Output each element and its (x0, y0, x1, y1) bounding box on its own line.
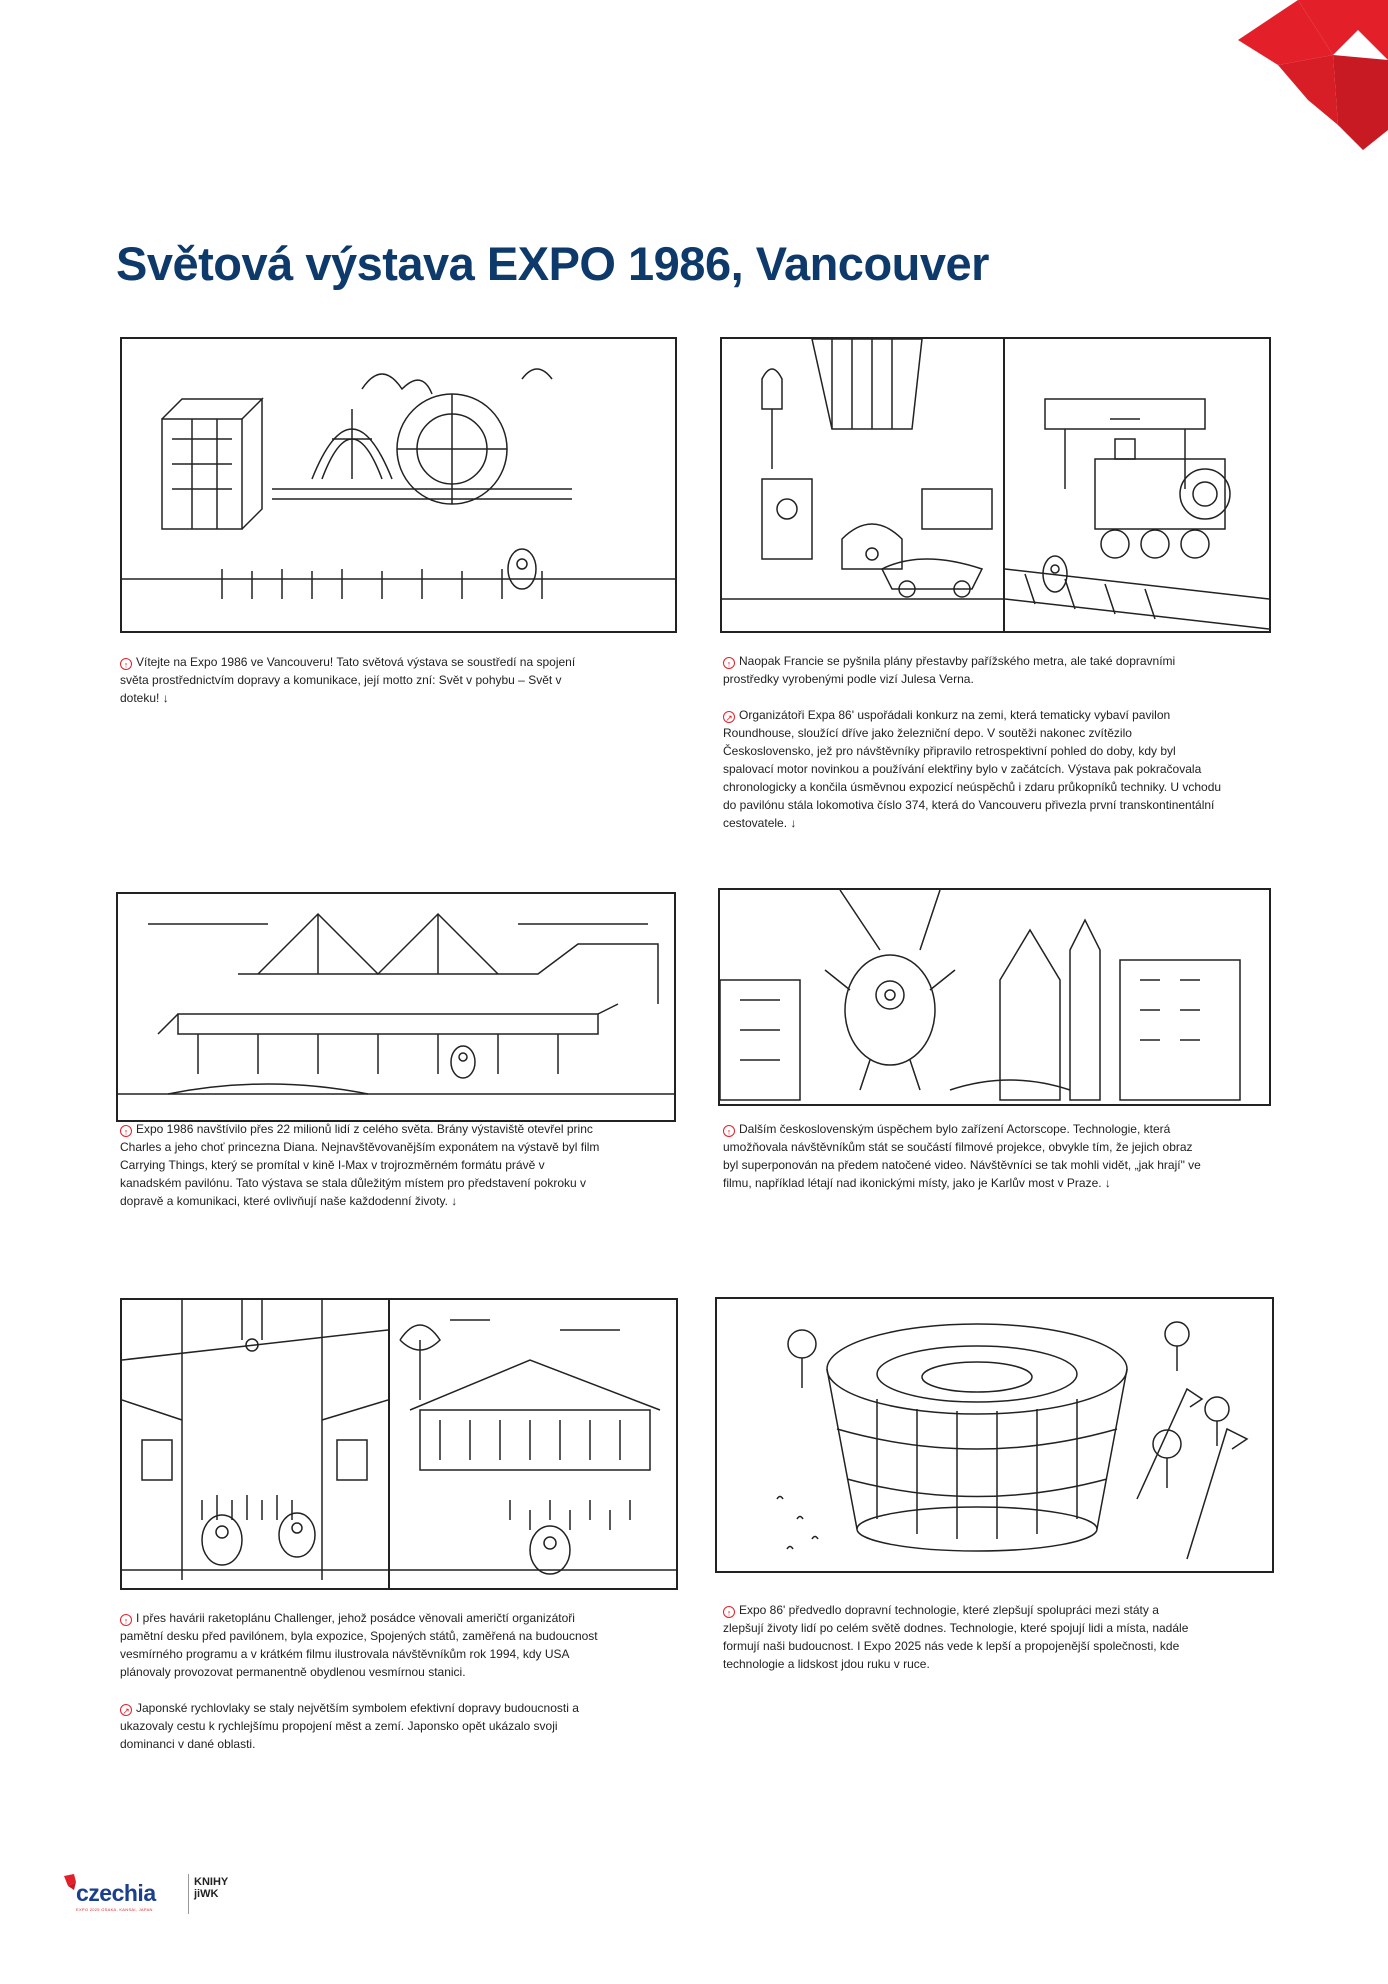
illustration-paris-metro (720, 337, 1006, 633)
caption-2 (723, 652, 1223, 832)
brand-subtitle: EXPO 2025 OSAKA, KANSAI, JAPAN (76, 1907, 153, 1912)
illustration-expo-entrance (120, 337, 677, 633)
corner-decoration (1238, 0, 1388, 150)
footer-logos (60, 1870, 260, 1920)
illustration-canada-pavilion (116, 892, 676, 1122)
illustration-roundhouse-locomotive (1003, 337, 1271, 633)
arrow-up-circle-icon: ↑ (723, 657, 735, 669)
caption-1 (120, 653, 600, 707)
caption-5-paragraph-2: ↗ Japonské rychlovlaky se staly největším symbolem efektivní dopravy budoucnosti a ukazovaly cestu k rychlejšímu propojení měst a zemí. Japonsko opět ukázalo svoji dominanci v dané oblasti. (120, 1701, 579, 1751)
illustration-japan-pavilion (388, 1298, 678, 1590)
caption-4 (723, 1120, 1203, 1192)
partner-logo[interactable] (194, 1876, 228, 1900)
arrow-up-circle-icon: ↑ (120, 658, 132, 670)
caption-2-paragraph-2: ↗ Organizátoři Expa 86' uspořádali konkurz na zemi, která tematicky vybaví pavilon Roundhouse, sloužící dříve jako železniční depo. V soutěži nakonec zvítězilo Československo, jež pro návštěvníky připravilo retrospektivní pohled do doby, kdy byl spalovací motor novinkou a používání elektřiny bylo v začátcích. Výstava pak pokračovala chronologicky a končila úsměvnou expozicí neúspěchů i zdaru průkopníků techniky. U vchodu do pavilónu stála lokomotiva číslo 374, která do Vancouveru přivezla první transkontinentální cestovatele. ↓ (723, 708, 1222, 830)
partner-line-2: jiWK (194, 1888, 219, 1900)
caption-2-paragraph-1: ↑ Naopak Francie se pyšnila plány přestavby pařížského metra, ale také dopravními prostředky vyrobenými podle vizí Julesa Verna. (723, 654, 1176, 686)
illustration-actorscope-prague (718, 888, 1271, 1106)
illustration-czech-pavilion-2025 (715, 1297, 1274, 1573)
brand-name: czechia (76, 1880, 156, 1906)
caption-5-paragraph-1: ↑ I přes havárii raketoplánu Challenger, jehož posádce věnovali američtí organizátoři pamětní desku před pavilónem, byla expozice, Spojených států, zaměřená na budoucnost vesmírného programu a v krátkém filmu ilustrovala návštěvníkům rok 1994, kdy USA plánovaly provozovat permanentně obydlenou vesmírnou stanici. (120, 1611, 598, 1679)
arrow-up-circle-icon: ↑ (120, 1125, 132, 1137)
caption-6-paragraph-1: ↑ Expo 86' předvedlo dopravní technologie, které zlepšují spolupráci mezi státy a zlepšují životy lidí po celém světě dodnes. Technologie, které spojují lidi a místa, nadále formují naši budoucnost. I Expo 2025 nás vede k lepší a propojenější společnosti, kde technologie a lidskost jdou ruku v ruce. (723, 1603, 1189, 1671)
caption-3 (120, 1120, 600, 1210)
arrow-up-right-circle-icon: ↗ (120, 1704, 132, 1716)
caption-3-paragraph-1: ↑ Expo 1986 navštívilo přes 22 milionů lidí z celého světa. Brány výstaviště otevřel princ Charles a jeho choť princezna Diana. Nejnavštěvovanějším exponátem na výstavě byl film Carrying Things, který se promítal v kině I-Max v trojrozměrném formátu právě v kanadském pavilónu. Tato výstava se stala důležitým místem pro představení pokroku v dopravě a komunikaci, které ovlivňují naše každodenní životy. ↓ (120, 1122, 600, 1208)
czechia-logo[interactable] (60, 1874, 170, 1914)
arrow-up-circle-icon: ↑ (120, 1614, 132, 1626)
caption-1-paragraph-1: ↑ Vítejte na Expo 1986 ve Vancouveru! Tato světová výstava se soustředí na spojení světa prostřednictvím dopravy a komunikace, její motto zní: Svět v pohybu – Svět v doteku! ↓ (120, 655, 576, 705)
arrow-up-right-circle-icon: ↗ (723, 711, 735, 723)
caption-4-paragraph-1: ↑ Dalším československým úspěchem bylo zařízení Actorscope. Technologie, která umožňovala návštěvníkům stát se součástí filmové projekce, obvykle tím, že jejich obraz byl superponován na předem natočené video. Návštěvníci se tak mohli vidět, „jak hrají" ve filmu, například létají nad ikonickými místy, jako je Karlův most v Praze. ↓ (723, 1122, 1201, 1190)
footer-divider (188, 1874, 189, 1914)
page-title: Světová výstava EXPO 1986, Vancouver (116, 237, 989, 290)
partner-line-1: KNIHY (194, 1876, 229, 1888)
illustration-us-pavilion-interior (120, 1298, 390, 1590)
caption-5 (120, 1609, 600, 1753)
arrow-up-circle-icon: ↑ (723, 1606, 735, 1618)
arrow-up-circle-icon: ↑ (723, 1125, 735, 1137)
caption-6 (723, 1601, 1193, 1673)
